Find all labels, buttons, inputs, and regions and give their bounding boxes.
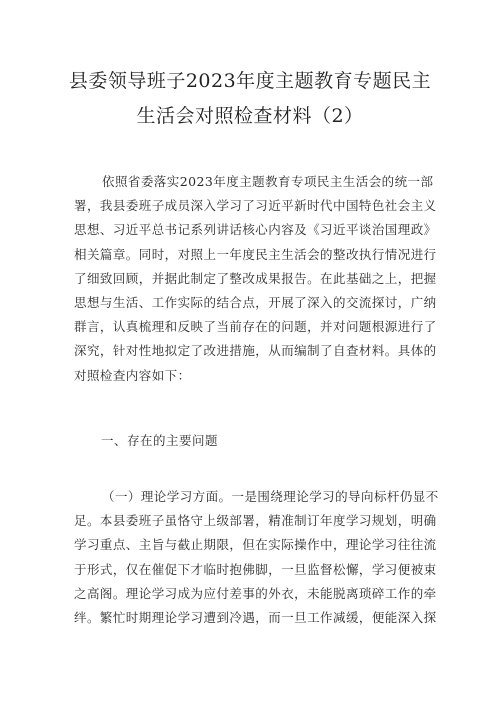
paragraph-line: 深究，针对性地拟定了改进措施，从而编制了自查材料。具体的 xyxy=(74,343,437,359)
paragraph-line: 绊。繁忙时期理论学习遭到冷遇，而一旦工作减缓，便能深入探 xyxy=(74,609,437,625)
paragraph-line: 学习重点、主旨与截止期限，但在实际操作中，理论学习往往流 xyxy=(74,537,437,553)
paragraph-line: 了细致回顾，并据此制定了整改成果报告。在此基础之上，把握 xyxy=(74,270,437,286)
paragraph-line: 思想与生活、工作实际的结合点，开展了深入的交流探讨，广纳 xyxy=(74,294,437,310)
paragraph-line: 于形式，仅在催促下才临时抱佛脚，一旦监督松懈，学习便被束 xyxy=(74,561,437,577)
section-heading: 一、存在的主要问题 xyxy=(101,433,219,448)
section-paragraph xyxy=(74,485,439,630)
paragraph-line: 相关篇章。同时，对照上一年度民主生活会的整改执行情况进行 xyxy=(74,246,437,262)
paragraph-line: 署，我县委班子成员深入学习了习近平新时代中国特色社会主义 xyxy=(74,198,437,214)
paragraph-line: 之高阁。理论学习成为应付差事的外衣，未能脱离琐碎工作的牵 xyxy=(74,585,437,601)
paragraph-line: 思想、习近平总书记系列讲话核心内容及《习近平谈治国理政》 xyxy=(74,222,437,238)
document-title-line-1: 县委领导班子2023年度主题教育专题民主 xyxy=(68,70,432,92)
paragraph-line: 对照检查内容如下： xyxy=(74,367,191,383)
paragraph-line: 依照省委落实2023年度主题教育专项民主生活会的统一部 xyxy=(102,174,434,189)
paragraph-line: （一）理论学习方面。一是围绕理论学习的导向标杆仍显不 xyxy=(102,489,439,504)
paragraph-line: 足。本县委班子虽恪守上级部署，精准制订年度学习规划，明确 xyxy=(74,513,437,529)
paragraph-line: 群言，认真梳理和反映了当前存在的问题，并对问题根源进行了 xyxy=(74,319,437,335)
intro-paragraph xyxy=(74,170,437,388)
document-title-line-2: 生活会对照检查材料（2） xyxy=(136,105,364,127)
